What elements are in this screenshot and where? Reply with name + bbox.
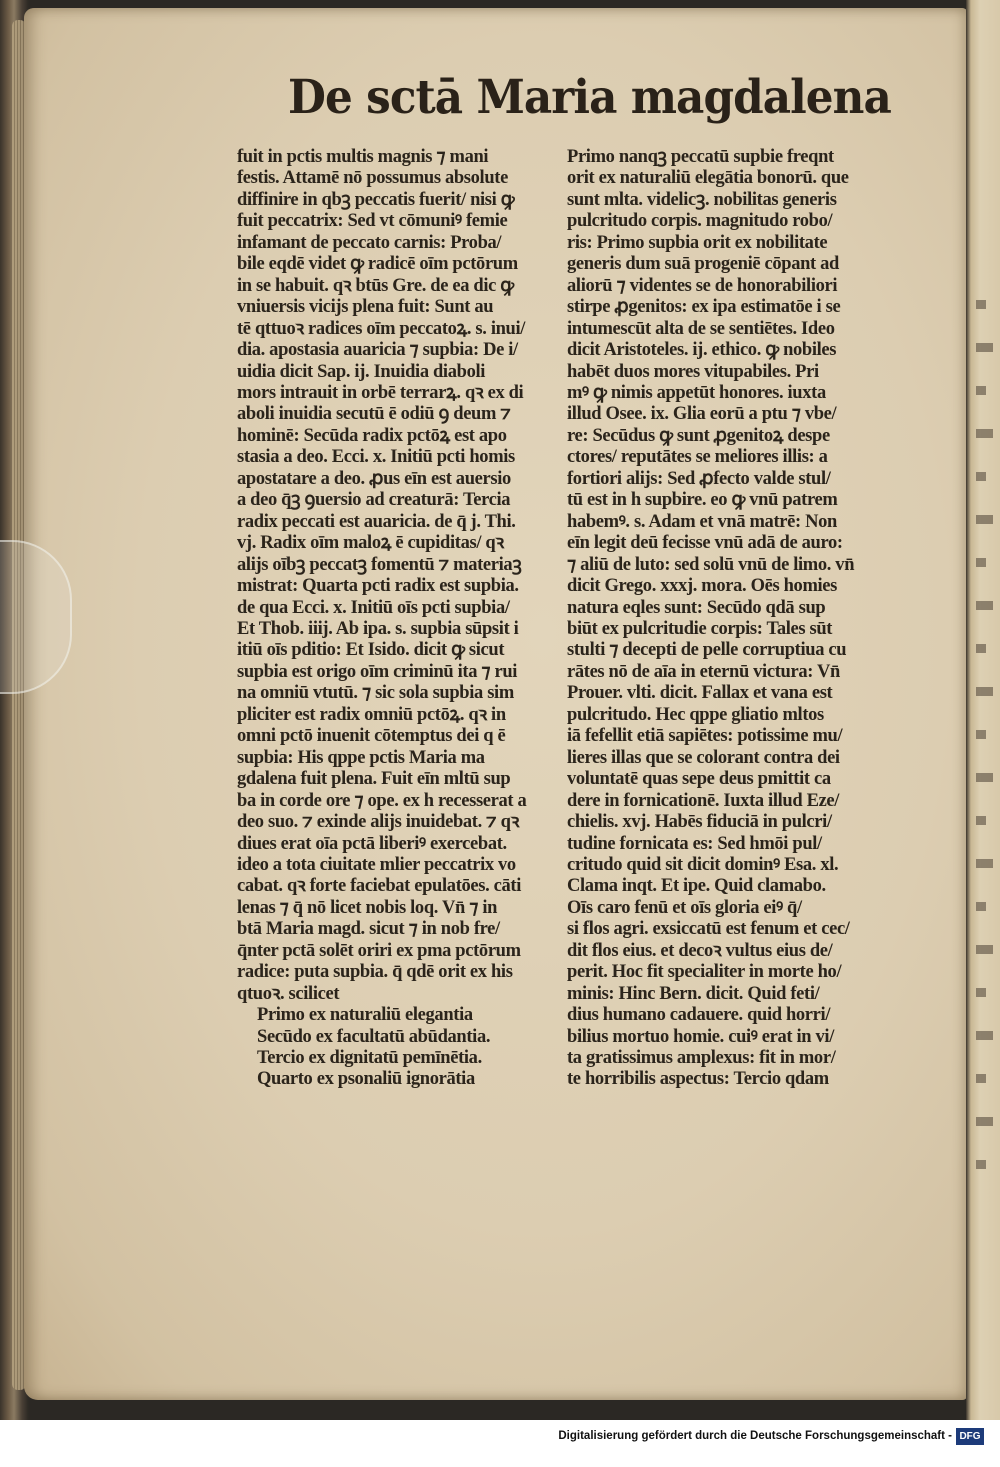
text-line: stasia a deo. Ecci. x. Initiū pcti homis (237, 447, 515, 468)
facing-page-text-fragment (976, 515, 993, 524)
text-line: vniuersis vicijs plena fuit: Sunt au (237, 297, 494, 318)
text-line: dicit Aristoteles. ij. ethico. ꝙ nobiles (567, 340, 837, 361)
facing-page-text-fragment (976, 988, 986, 997)
list-item: Tercio ex dignitatū pemīnētia. (257, 1048, 482, 1069)
text-line: dit flos eius. et decoꝛ vultus eius de/ (567, 940, 833, 961)
text-line: supbia est origo oīm criminū ita ⁊ rui (237, 661, 518, 682)
text-line: re: Secūdus ꝙ sunt ꝓgenitoꝝ despe (567, 425, 830, 446)
text-line: dia. apostasia auaricia ⁊ supbia: De i/ (237, 340, 518, 361)
facing-page-text-fragment (976, 1117, 993, 1126)
text-line: orit ex naturaliū elegātia bonorū. que (567, 168, 849, 189)
text-line: intumescūt alta de se sentiētes. Ideo (567, 318, 835, 339)
text-line: perit. Hoc fit specialiter in morte ho/ (567, 962, 842, 983)
text-line: Clama inqt. Et ipe. Quid clamabo. (567, 876, 826, 897)
text-line: vj. Radix oīm maloꝝ ē cupiditas/ qꝛ (237, 533, 504, 554)
text-line: diues erat oīa pctā liberiꝰ exercebat. (237, 833, 507, 854)
facing-page-text-fragment (976, 644, 986, 653)
text-line: qtuoꝛ. scilicet (237, 983, 340, 1004)
facing-page-text-fragment (976, 472, 986, 481)
text-line: radix peccati est auaricia. de q̄ j. Thi. (237, 511, 516, 532)
text-line: Oīs caro fenū et oīs gloria eiꝰ q̄/ (567, 897, 802, 918)
list-item: Secūdo ex facultatū abūdantia. (257, 1026, 491, 1047)
facing-page-text-fragment (976, 902, 986, 911)
text-line: habemꝰ. s. Adam et vnā matrē: Non (567, 511, 837, 532)
text-line: festis. Attamē nō possumus absolute (237, 168, 508, 189)
text-line: minis: Hinc Bern. dicit. Quid feti/ (567, 983, 820, 1004)
footer-bar (0, 1420, 1000, 1467)
facing-page-text-fragment (976, 730, 986, 739)
text-line: bilius mortuo homie. cuiꝰ erat in vi/ (567, 1026, 834, 1047)
text-line: te horribilis aspectus: Tercio qdam (567, 1069, 829, 1090)
text-line: de qua Ecci. x. Initiū oīs pcti supbia/ (237, 597, 510, 618)
text-line: tudine fornicata es: Sed hmōi pul/ (567, 833, 822, 854)
text-line: mꝰ ꝙ nimis appetūt honores. iuxta (567, 382, 826, 403)
text-line: stulti ⁊ decepti de pelle corruptiua cu (567, 640, 847, 661)
text-line: q̄nter pctā solēt oriri ex pma pctōrum (237, 940, 521, 961)
facing-page-text-fragment (976, 1074, 986, 1083)
text-line: supbia: His qppe pctis Maria ma (237, 747, 485, 768)
text-line: itiū oīs pditio: Et Isido. dicit ꝙ sicut (237, 640, 505, 661)
text-line: pulcritudo corpis. magnitudo robo/ (567, 211, 833, 232)
facing-page-text-fragment (976, 1160, 986, 1169)
facing-page-text-fragment (976, 300, 986, 309)
text-line: Et Thob. iiij. Ab ipa. s. supbia sūpsit i (237, 618, 519, 639)
text-line: Primo nanqꝫ peccatū supbie freqnt (567, 147, 834, 167)
right-text-column (567, 147, 907, 1091)
text-line: si flos agri. exsiccatū est fenum et cec/ (567, 919, 850, 940)
text-line: illud Osee. ix. Glia eorū a ptu ⁊ vbe/ (567, 404, 837, 425)
facing-page-text-fragment (976, 1031, 993, 1040)
text-line: lieres illas que se colorant contra dei (567, 747, 840, 768)
facing-page-text-fragment (976, 601, 993, 610)
text-line: ideo a tota ciuitate mlier peccatrix vo (237, 854, 516, 875)
text-line: rātes nō de aīa in eternū victura: Vn̄ (567, 661, 840, 682)
text-line: ctores/ reputātes se meliores illis: a (567, 447, 828, 468)
text-line: Prouer. vlti. dicit. Fallax et vana est (567, 683, 833, 704)
text-line: uidia dicit Sap. ij. Inuidia diaboli (237, 361, 486, 382)
facing-page-edge (966, 0, 1000, 1420)
text-line: ⁊ aliū de luto: sed solū vnū de limo. vn̄ (567, 554, 855, 575)
facing-page-text-fragment (976, 859, 993, 868)
facing-page-text-fragment (976, 687, 993, 696)
text-line: fortiori alijs: Sed ꝓfecto valde stul/ (567, 468, 831, 489)
dfg-logo: DFG (956, 1428, 984, 1445)
text-line: mistrat: Quarta pcti radix est supbia. (237, 576, 519, 597)
text-line: iā fefellit etiā sapiētes: potissime mu/ (567, 726, 843, 747)
text-line: bile eqdē videt ꝙ radicē oīm pctōrum (237, 254, 518, 275)
text-line: a deo q̄ꝫ ꝯuersio ad creaturā: Tercia (237, 490, 511, 511)
text-line: aboli inuidia secutū ē odiū ꝯ deum ⁊ (237, 404, 511, 425)
text-line: pliciter est radix omniū pctōꝝ. qꝛ in (237, 704, 506, 725)
facing-page-text-fragment (976, 773, 993, 782)
text-line: stirpe ꝓgenitos: ex ipa estimatōe i se (567, 297, 841, 318)
text-line: apostatare a deo. ꝓus eīn est auersio (237, 468, 511, 489)
text-line: dius humano cadauere. quid horri/ (567, 1005, 831, 1026)
list-item: Quarto ex psonaliū ignorātia (257, 1069, 475, 1090)
text-line: ba in corde ore ⁊ ope. ex h recesserat a (237, 790, 527, 811)
text-line: dicit Grego. xxxj. mora. Oēs homies (567, 576, 838, 597)
facing-page-text-fragment (976, 558, 986, 567)
text-line: fuit peccatrix: Sed vt cōmuniꝰ femie (237, 211, 508, 232)
text-line: tē qttuoꝛ radices oīm peccatoꝝ. s. inui/ (237, 318, 526, 339)
text-line: radice: puta supbia. q̄ qdē orit ex his (237, 962, 513, 983)
text-line: voluntatē quas sepe deus pmittit ca (567, 769, 831, 790)
text-line: gdalena fuit plena. Fuit eīn mltū sup (237, 769, 511, 790)
text-line: generis dum suā progeniē cōpant ad (567, 254, 839, 275)
text-line: lenas ⁊ q̄ nō licet nobis loq. Vn̄ ⁊ in (237, 897, 498, 918)
text-line: chielis. xvj. Habēs fiduciā in pulcri/ (567, 812, 832, 833)
text-line: critudo quid sit dicit dominꝰ Esa. xl. (567, 854, 839, 875)
list-item: Primo ex naturaliū elegantia (257, 1005, 473, 1026)
text-line: sunt mlta. videlicꝫ. nobilitas generis (567, 189, 837, 210)
text-line: mors intrauit in orbē terrarꝝ. qꝛ ex di (237, 382, 524, 403)
text-line: diffinire in qbꝫ peccatis fuerit/ nisi ꝙ (237, 189, 515, 210)
facing-page-text-fragment (976, 816, 986, 825)
text-line: pulcritudo. Hec qppe gliatio mltos (567, 704, 824, 725)
facing-page-text-fragment (976, 429, 993, 438)
text-line: na omniū vtutū. ⁊ sic sola supbia sim (237, 683, 514, 704)
text-line: biūt ex pulcritudie corpis: Tales sūt (567, 618, 833, 639)
text-line: btā Maria magd. sicut ⁊ in nob fre/ (237, 919, 500, 940)
page-heading: De sctā Maria magdalena (288, 70, 891, 125)
text-line: tū est in h supbire. eo ꝙ vnū patrem (567, 490, 838, 511)
text-line: natura eqles sunt: Secūdo qdā sup (567, 597, 826, 618)
facing-page-text-fragment (976, 945, 993, 954)
text-line: aliorū ⁊ videntes se de honorabiliori (567, 275, 838, 296)
text-line: in se habuit. qꝛ btūs Gre. de ea dic ꝙ (237, 275, 514, 296)
facing-page-text-fragment (976, 343, 993, 352)
left-text-column (237, 147, 572, 1091)
text-line: ris: Primo supbia orit ex nobilitate (567, 232, 828, 253)
text-line: infamant de peccato carnis: Proba/ (237, 232, 502, 253)
text-line: omni pctō inuenit cōtemptus dei q ē (237, 726, 506, 747)
text-line: eīn legit deū fecisse vnū adā de auro: (567, 533, 843, 554)
text-line: deo suo. ⁊ exinde alijs inuidebat. ⁊ qꝛ (237, 812, 520, 833)
text-line: cabat. qꝛ forte faciebat epulatōes. cāti (237, 876, 522, 897)
text-line: ta gratissimus amplexus: fit in mor/ (567, 1048, 836, 1069)
text-line: hominē: Secūda radix pctōꝝ est apo (237, 425, 507, 446)
facing-page-text-fragment (976, 386, 986, 395)
funding-credit: Digitalisierung gefördert durch die Deutsche Forschungsgemeinschaft - (558, 1430, 952, 1442)
text-line: dere in fornicationē. Iuxta illud Eze/ (567, 790, 840, 811)
text-line: alijs oībꝫ peccatꝫ fomentū ⁊ materiaꝫ (237, 554, 522, 575)
text-line: habēt duos mores vitupabiles. Pri (567, 361, 819, 382)
text-line: fuit in pctis multis magnis ⁊ mani (237, 147, 489, 167)
